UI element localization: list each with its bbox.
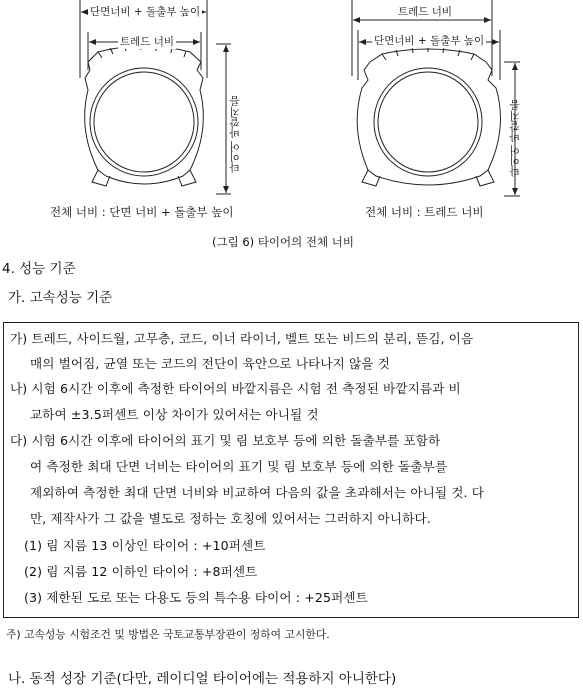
criteria-box [3,322,579,618]
box-line: 가) 트레드, 사이드월, 고무층, 코드, 이너 라이너, 벨트 또는 비드의 분리, 뜯김, 이음 [10,331,474,346]
box-line: 나) 시험 6시간 이후에 측정한 타이어의 바깥지름은 시험 전 측정된 바깥지름과 비 [10,381,461,396]
box-line: (1) 림 지름 13 이상인 타이어 : +10퍼센트 [24,538,266,553]
box-line: 매의 벌어짐, 균열 또는 코드의 전단이 육안으로 나타나지 않을 것 [30,356,390,371]
left-inner-dimension-label: 트레드 너비 [120,36,175,48]
right-inner-dimension-label: 단면너비 + 돌출부 높이 [374,35,485,47]
box-line: (3) 제한된 도로 또는 다용도 등의 특수용 타이어 : +25퍼센트 [24,590,368,605]
section-heading: 4. 성능 기준 [2,261,76,277]
subsection-heading-a: 가. 고속성능 기준 [8,290,113,306]
right-outer-dimension-label: 트레드 너비 [398,6,453,18]
right-caption: 전체 너비 : 트레드 너비 [365,205,484,219]
box-line: 제외하여 측정한 최대 단면 너비와 비교하여 다음의 값을 초과해서는 아니될 것. 다 [30,485,485,500]
right-tire-diagram [340,0,580,200]
left-diameter-label: 타이어 바깥지름 [229,96,241,173]
left-outer-dimension-label: 단면너비 + 돌출부 높이 [90,6,201,18]
box-line: (2) 림 지름 12 이하인 타이어 : +8퍼센트 [24,564,258,579]
left-tire-diagram [40,0,280,200]
box-line: 교하여 ±3.5퍼센트 이상 차이가 있어서는 아니될 것 [30,407,319,422]
figure-title: (그림 6) 타이어의 전체 너비 [212,235,355,249]
box-line: 다) 시험 6시간 이후에 타이어의 표기 및 림 보호부 등에 의한 돌출부를 포함하 [10,433,441,448]
footnote: 주) 고속성능 시험조건 및 방법은 국토교통부장관이 정하여 고시한다. [6,628,330,641]
box-line: 만, 제작사가 그 값을 별도로 정하는 호칭에 있어서는 그러하지 아니하다. [30,511,431,526]
left-caption: 전체 너비 : 단면 너비 + 돌출부 높이 [50,205,234,219]
right-diameter-label: 타이어 바깥지름 [509,100,521,177]
subsection-heading-b: 나. 동적 성장 기준(다만, 레이디얼 타이어에는 적용하지 아니한다) [8,671,397,687]
box-line: 여 측정한 최대 단면 너비는 타이어의 표기 및 림 보호부 등에 의한 돌출부를 [30,459,448,474]
